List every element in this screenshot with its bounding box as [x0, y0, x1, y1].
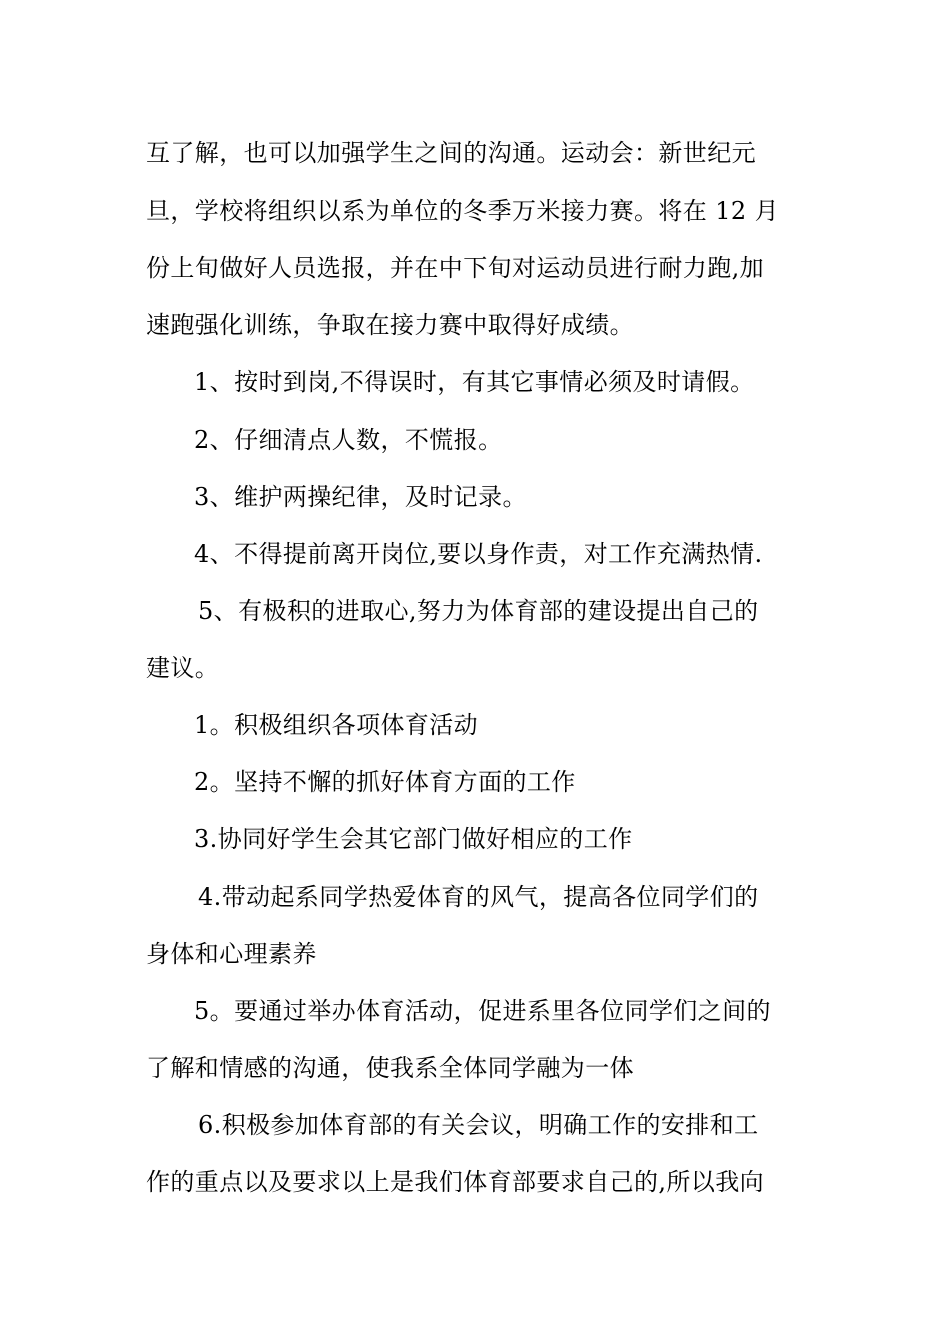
list-item: 2、仔细清点人数，不慌报。 [194, 426, 503, 454]
list-item: 1、按时到岗,不得误时，有其它事情必须及时请假。 [194, 368, 755, 396]
text-line: 了解和情感的沟通，使我系全体同学融为一体 [146, 1054, 634, 1082]
text-line: 作的重点以及要求以上是我们体育部要求自己的,所以我向 [146, 1168, 765, 1196]
text-line: 速跑强化训练，争取在接力赛中取得好成绩。 [146, 311, 634, 339]
list-item: 5。要通过举办体育活动，促进系里各位同学们之间的 [194, 997, 771, 1025]
list-item: 3.协同好学生会其它部门做好相应的工作 [194, 825, 633, 853]
text-line: 份上旬做好人员选报，并在中下旬对运动员进行耐力跑,加 [146, 254, 765, 282]
list-item: 2。坚持不懈的抓好体育方面的工作 [194, 768, 576, 796]
list-item: 6.积极参加体育部的有关会议，明确工作的安排和工 [198, 1111, 759, 1139]
text-line: 旦，学校将组织以系为单位的冬季万米接力赛。将在 12 月 [146, 197, 779, 225]
list-item: 4、不得提前离开岗位,要以身作责，对工作充满热情. [194, 540, 763, 568]
list-item: 4.带动起系同学热爱体育的风气，提高各位同学们的 [198, 883, 759, 911]
list-item: 3、维护两操纪律，及时记录。 [194, 483, 527, 511]
text-line: 互了解，也可以加强学生之间的沟通。运动会：新世纪元 [146, 139, 756, 167]
text-line: 建议。 [146, 654, 220, 682]
list-item: 1。积极组织各项体育活动 [194, 711, 479, 739]
text-line: 身体和心理素养 [146, 940, 317, 968]
list-item: 5、有极积的进取心,努力为体育部的建设提出自己的 [198, 597, 759, 625]
